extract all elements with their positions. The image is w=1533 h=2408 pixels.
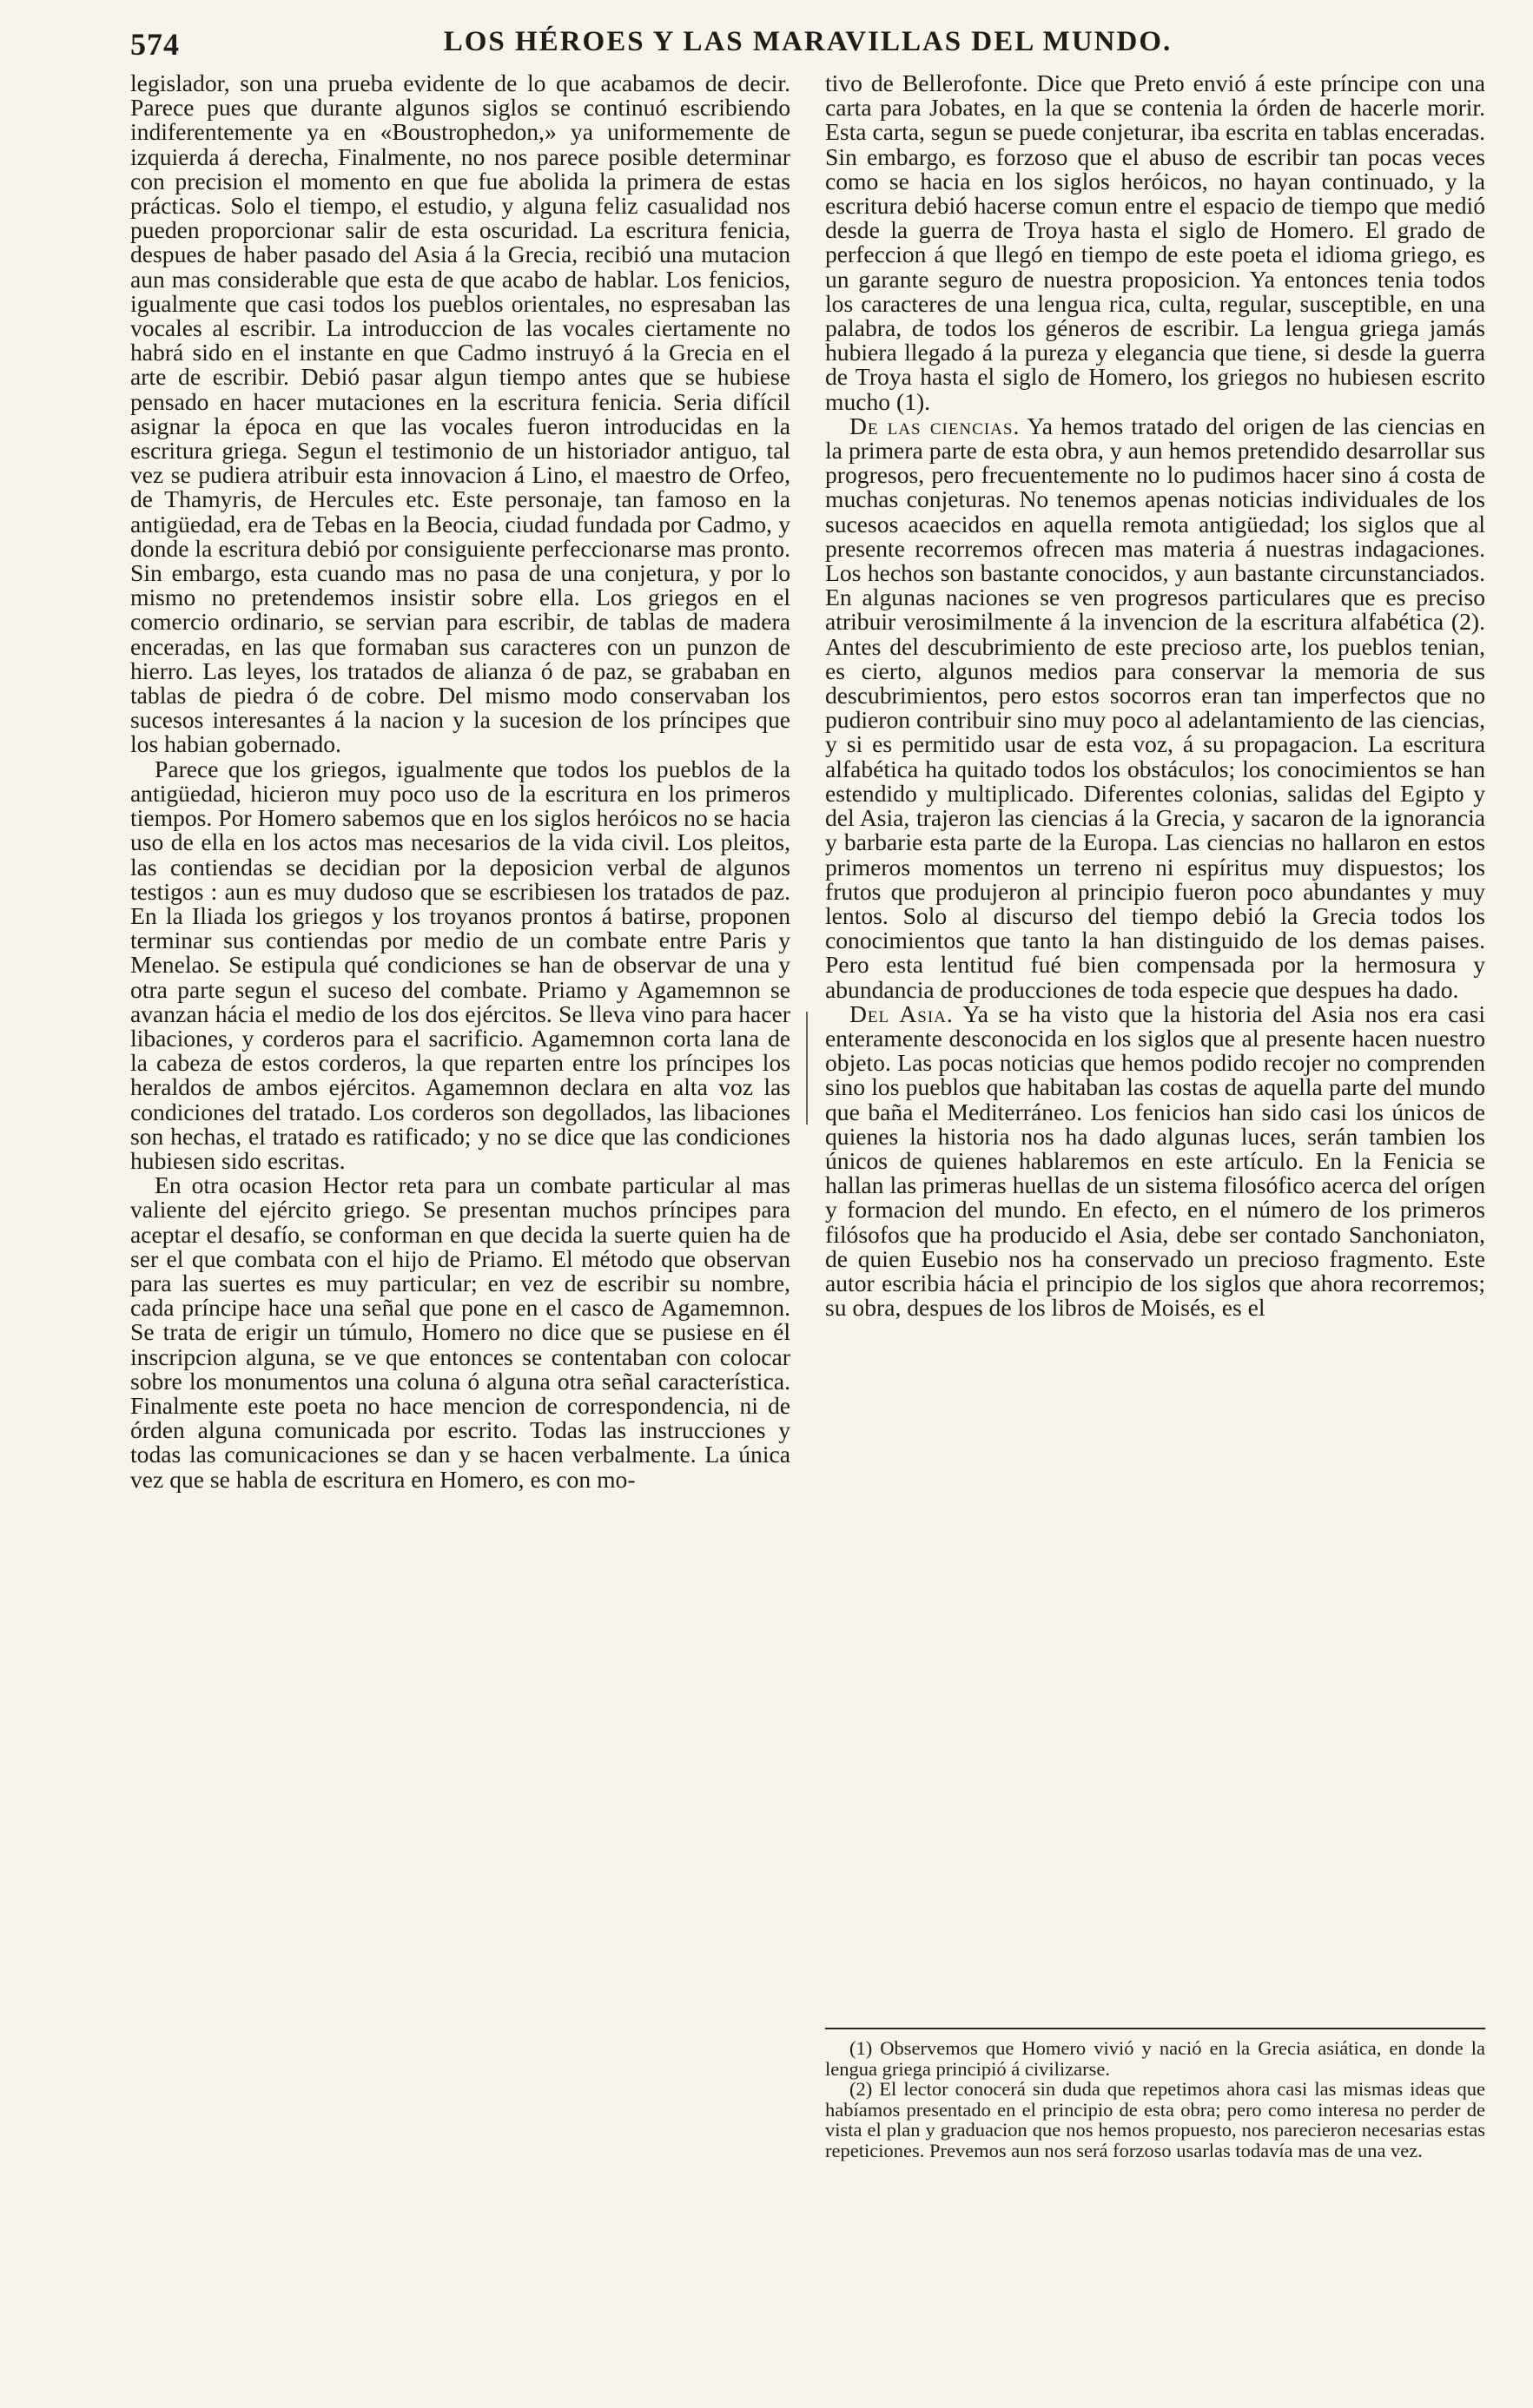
left-column	[130, 71, 790, 1492]
section-heading-asia: Del Asia.	[849, 999, 954, 1027]
paragraph-text: Ya hemos tratado del origen de las ciencias en la primera parte de esta obra, y aun hemos pretendido desarrollar sus progresos, pero frecuentemente no lo pudimos hacer sino á costa de muchas conjeturas. No tenemos apenas noticias individuales de los sucesos acaecidos en aquella remota antigüedad; los siglos que al presente recorremos ofrecen mas materia á nuestras indagaciones. Los hechos son bastante conocidos, y aun bastante circunstanciados. En algunas naciones se ven progresos particulares que es preciso atribuir verosimilmente á la invencion de la escritura alfabética (2). Antes del descubrimiento de este precioso arte, los pueblos tenian, es cierto, algunos medios para conservar la memoria de sus descubrimientos, pero estos socorros eran tan imperfectos que no pudieron contribuir sino muy poco al adelantamiento de las ciencias, y si es permitido usar de esta voz, á su propagacion. La escritura alfabética ha quitado todos los obstáculos; los conocimientos se han estendido y multiplicado. Diferentes colonias, salidas del Egipto y del Asia, trajeron las ciencias á la Grecia, y sacaron de la ignorancia y barbarie esta parte de la Europa. Las ciencias no hallaron en estos primeros momentos un terreno ni espíritus muy dispuestos; los frutos que produjeron al principio fueron poco abundantes y muy lentos. Solo al discurso del tiempo debió la Grecia todos los conocimientos que tanto la han distinguido de los demas paises. Pero esta lentitud fué bien compensada por la hermosura y abundancia de producciones de toda especie que despues ha dado.	[825, 412, 1485, 1003]
paragraph: En otra ocasion Hector reta para un combate particular al mas valiente del ejército griego. Se presentan muchos príncipes para aceptar el desafío, se conforman en que decida la suerte quien ha de ser el que combata con el hijo de Priamo. El método que observan para las suertes es muy particular; en vez de escribir su nombre, cada príncipe hace una señal que pone en el casco de Agamemnon. Se trata de erigir un túmulo, Homero no dice que se pusiese en él inscripcion alguna, se ve que entonces se contentaban con colocar sobre los monumentos una coluna ó alguna otra señal característica. Finalmente este poeta no hace mencion de correspondencia, ni de órden alguna comunicada por escrito. Todas las instrucciones y todas las comunicaciones se dan y se hacen verbalmente. La única vez que se habla de escritura en Homero, es con mo-	[130, 1171, 790, 1493]
footnotes	[825, 2038, 1485, 2161]
page-number: 574	[130, 27, 180, 62]
column-rule	[806, 1012, 808, 1125]
section-paragraph-asia	[825, 999, 1485, 1322]
paragraph: legislador, son una prueba evidente de lo que acabamos de decir. Parece pues que durante algunos siglos se continuó escribiendo indiferentemente ya en «Boustrophedon,» ya uniformemente de izquierda á derecha, Finalmente, no nos parece posible determinar con precision el momento en que fue abolida la primera de estas prácticas. Solo el tiempo, el estudio, y alguna feliz casualidad nos pueden proporcionar salir de esta oscuridad. La escritura fenicia, despues de haber pasado del Asia á la Grecia, recibió una mutacion aun mas considerable que esta de que acabo de hablar. Los fenicios, igualmente que casi todos los pueblos orientales, no espresaban las vocales al escribir. La introduccion de las vocales ciertamente no habrá sido en el instante en que Cadmo instruyó á la Grecia en el arte de escribir. Debió pasar algun tiempo antes que se hubiese pensado en hacer mutaciones en la escritura fenicia. Seria difícil asignar la época en que las vocales fueron introducidas en la escritura griega. Segun el testimonio de un historiador antiguo, tal vez se pudiera atribuir esta innovacion á Lino, el maestro de Orfeo, de Thamyris, de Hercules etc. Este personaje, tan famoso en la antigüedad, era de Tebas en la Beocia, ciudad fundada por Cadmo, y donde la escritura debió por consiguiente perfeccionarse mas pronto. Sin embargo, esta cuando mas no pasa de una conjetura, y por lo mismo no pretendemos insistir sobre ella. Los griegos en el comercio ordinario, se servian para escribir, de tablas de madera enceradas, en las que formaban sus caracteres con un punzon de hierro. Las leyes, los tratados de alianza ó de paz, se grababan en tablas de piedra ó de cobre. Del mismo modo conservaban los sucesos interesantes á la nacion y la sucesion de los príncipes que los habian gobernado.	[130, 69, 790, 758]
footnote-1: (1) Observemos que Homero vivió y nació en la Grecia asiática, en donde la lengua griega principió á civilizarse.	[825, 2037, 1485, 2080]
paragraph: tivo de Bellerofonte. Dice que Preto envió á este príncipe con una carta para Jobates, en la que se contenia la órden de hacerle morir. Esta carta, segun se puede conjeturar, iba escrita en tablas enceradas. Sin embargo, es forzoso que el abuso de escribir tan pocas veces como se hacia en los siglos heróicos, no hayan continuado, y la escritura debió hacerse comun entre el espacio de tiempo que medió desde la guerra de Troya hasta el siglo de Homero. El grado de perfeccion á que llegó en tiempo de este poeta el idioma griego, es un garante seguro de nuestra proposicion. Ya entonces tenia todos los caracteres de una lengua rica, culta, regular, susceptible, en una palabra, de todos los géneros de escribir. La lengua griega jamás hubiera llegado á la pureza y elegancia que tiene, si desde la guerra de Troya hasta el siglo de Homero, los griegos no hubiesen escrito mucho (1).	[825, 69, 1485, 415]
section-paragraph-ciencias	[825, 414, 1485, 1002]
running-title: LOS HÉROES Y LAS MARAVILLAS DEL MUNDO.	[443, 26, 1173, 57]
footnote-2: (2) El lector conocerá sin duda que repetimos ahora casi las mismas ideas que habíamos presentado en el principio de esta obra; pero como interesa no perder de vista el plan y graduacion que nos hemos propuesto, nos parecieron necesarias estas repeticiones. Prevemos aun nos será forzoso usarlas todavía mas de una vez.	[825, 2078, 1485, 2161]
right-column	[825, 71, 1485, 1320]
section-heading-ciencias: De las ciencias.	[849, 412, 1021, 439]
paragraph: Parece que los griegos, igualmente que todos los pueblos de la antigüedad, hicieron muy poco uso de la escritura en los primeros tiempos. Por Homero sabemos que en los siglos heróicos no se hacia uso de ella en los actos mas necesarios de la vida civil. Los pleitos, las contiendas se decidian por la deposicion verbal de algunos testigos : aun es muy dudoso que se escribiesen los tratados de paz. En la Iliada los griegos y los troyanos prontos á batirse, proponen terminar sus contiendas por medio de un combate entre Paris y Menelao. Se estipula qué condiciones se han de observar de una y otra parte segun el suceso del combate. Priamo y Agamemnon se avanzan hácia el medio de los dos ejércitos. Se lleva vino para hacer libaciones, y corderos para el sacrificio. Agamemnon corta lana de la cabeza de estos corderos, la que reparten entre los príncipes los heraldos de ambos ejércitos. Agamemnon declara en alta voz las condiciones del tratado. Los corderos son degollados, las libaciones son hechas, el tratado es ratificado; y no se dice que las condiciones hubiesen sido escritas.	[130, 755, 790, 1174]
footnote-rule	[825, 2028, 1485, 2029]
paragraph-text: Ya se ha visto que la historia del Asia nos era casi enteramente desconocida en los siglos que al presente hacen nuestro objeto. Las pocas noticias que hemos podido recojer no comprenden sino los pueblos que habitaban las costas de aquella parte del mundo que baña el Mediterráneo. Los fenicios han sido casi los únicos de quienes la historia nos ha dado algunas luces, serán tambien los únicos de quienes hablaremos en este artículo. En la Fenicia se hallan las primeras huellas de un sistema filosófico acerca del orígen y formacion del mundo. En efecto, en el número de los primeros filósofos que ha producido el Asia, debe ser contado Sanchoniaton, de quien Eusebio nos ha conservado un precioso fragmento. Este autor escribia hácia el principio de los siglos que ahora recorremos; su obra, despues de los libros de Moisés, es el	[825, 999, 1485, 1322]
